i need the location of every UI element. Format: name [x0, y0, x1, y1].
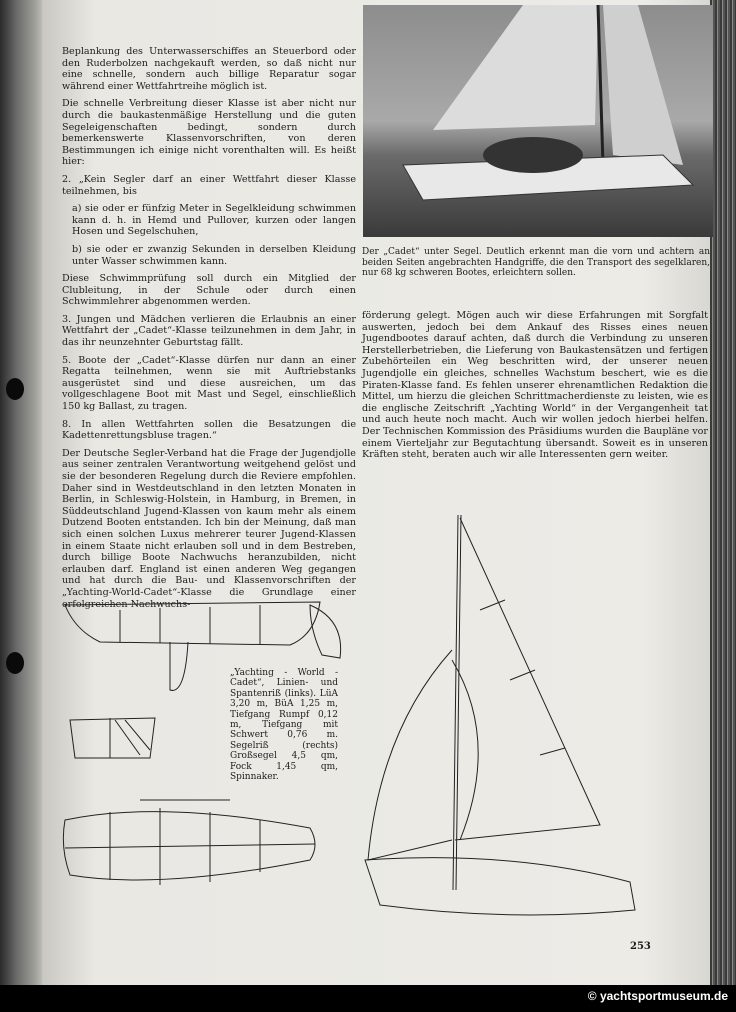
photo-caption: Der „Cadet“ unter Segel. Deutlich erkennt man die vorn und achtern an beiden Seiten angebrachten Handgriffe, die den Transport des segelklaren, nur 68 kg schweren Bootes, erleichtern sollen.: [362, 247, 710, 279]
rule-2a: a) sie oder er fünfzig Meter in Segelkleidung schwimmen kann d. h. in Hemd und Pullover, kurzen oder langen Hosen und Segelschuhen,: [72, 203, 356, 238]
paragraph: Der Deutsche Segler-Verband hat die Frage der Jugendjolle aus seiner zentralen Verantwortung weitgehend gelöst und sie der besonderen Regelung durch die Reviere empfohlen. Daher sind in Westdeutschland in den letzten Monaten in Berlin, in Schleswig-Holstein, in Hamburg, in Bremen, in Süddeutschland Jugend-Klassen von kaum mehr als einem Dutzend Booten entstanden. Ich bin der Meinung, daß man sich einen solchen Luxus mehrerer teurer Jugend-Klassen in einem Staate nicht erlauben soll und in dem Bestreben, durch billige Boote Nachwuchs heranzubilden, nicht erlauben darf. England ist einen anderen Weg gegangen und hat durch die Bau- und Klassenvorschriften der „Yachting-World-Cadet“-Klasse die Grundlage einer erfolgreichen Nachwuchs-: [62, 447, 356, 610]
drawing-caption: „Yachting - World - Cadet“, Linien- und Spantenriß (links). LüA 3,20 m, BüA 1,25 m, Tiefgang Rumpf 0,12 m, Tiefgang mit Schwert 0,76 m. Segelriß (rechts) Großsegel 4,5 qm, Fock 1,45 qm, Spinnaker.: [230, 668, 338, 783]
rule-2b: b) sie oder er zwanzig Sekunden in derselben Kleidung unter Wasser schwimmen kann.: [72, 243, 356, 267]
page-number: 253: [630, 941, 651, 952]
paragraph: Die schnelle Verbreitung dieser Klasse ist aber nicht nur durch die baukastenmäßige Herstellung und die guten Segeleigenschaften bedingt, sondern durch bemerkenswerte Klassenvorschriften, von deren Bestimmungen ich einige nicht vorenthalten will. Es heißt hier:: [62, 98, 356, 168]
binder-hole: [6, 652, 24, 674]
paragraph: förderung gelegt. Mögen auch wir diese Erfahrungen mit Sorgfalt auswerten, jedoch bei dem Ankauf des Risses eines neuen Jugendbootes darauf achten, daß durch die Verbindung zu unseren Herstellerbetrieben, die Lieferung von Baukastensätzen und fertigen Zubehörteilen ein Weg beschritten wird, der unserer neuen Jugendjolle ein gleiches, schnelles Wachstum beschert, wie es die Piraten-Klasse fand. Es fehlen unserer ehrenamtlichen Redaktion die Mittel, um hierzu die gleichen Schrittmacherdienste zu leisten, wie es die englische Zeitschrift „Yachting World“ in der Vergangenheit tat und auch heute noch macht. Auch wir wollen jedoch hierbei helfen. Der Technischen Kommission des Präsidiums wurden die Baupläne vor einem Vierteljahr zur Begutachtung übersandt. Soweit es in unseren Kräften steht, beraten auch wir alle Interessenten gern weiter.: [362, 310, 708, 461]
rule-2: 2. „Kein Segler darf an einer Wettfahrt dieser Klasse teilnehmen, bis: [62, 173, 356, 197]
copyright-notice: © yachtsportmuseum.de: [587, 989, 728, 1003]
right-text-column: [362, 310, 708, 467]
paragraph: Diese Schwimmprüfung soll durch ein Mitglied der Clubleitung, in der Schule oder durch einen Schwimmlehrer abgenommen werden.: [62, 273, 356, 308]
rule-5: 5. Boote der „Cadet“-Klasse dürfen nur dann an einer Regatta teilnehmen, wenn sie mit Auftriebstanks ausgerüstet sind und diese ausreichen, um das vollgeschlagene Boot mit Mast und Segel, einschließlich 150 kg Ballast, zu tragen.: [62, 354, 356, 413]
rule-3: 3. Jungen und Mädchen verlieren die Erlaubnis an einer Wettfahrt der „Cadet“-Klasse teilzunehmen in dem Jahr, in das ihr neunzehnter Geburtstag fällt.: [62, 313, 356, 349]
sail-plan-drawing: [360, 510, 650, 920]
page-edges: [710, 0, 736, 985]
left-text-column: [62, 46, 356, 616]
sailing-photo: [363, 5, 713, 237]
paragraph: Beplankung des Unterwasserschiffes an Steuerbord oder den Ruderbolzen nachgekauft werden, so daß nicht nur eine schnelle, sondern auch billige Reparatur sogar während einer Wettfahrtreihe möglich ist.: [62, 46, 356, 92]
book-spine: [0, 0, 42, 985]
binder-hole: [6, 378, 24, 400]
sailboat-photo-illustration: [363, 5, 713, 237]
rule-8: 8. In allen Wettfahrten sollen die Besatzungen die Kadettenrettungsbluse tragen.“: [62, 418, 356, 442]
